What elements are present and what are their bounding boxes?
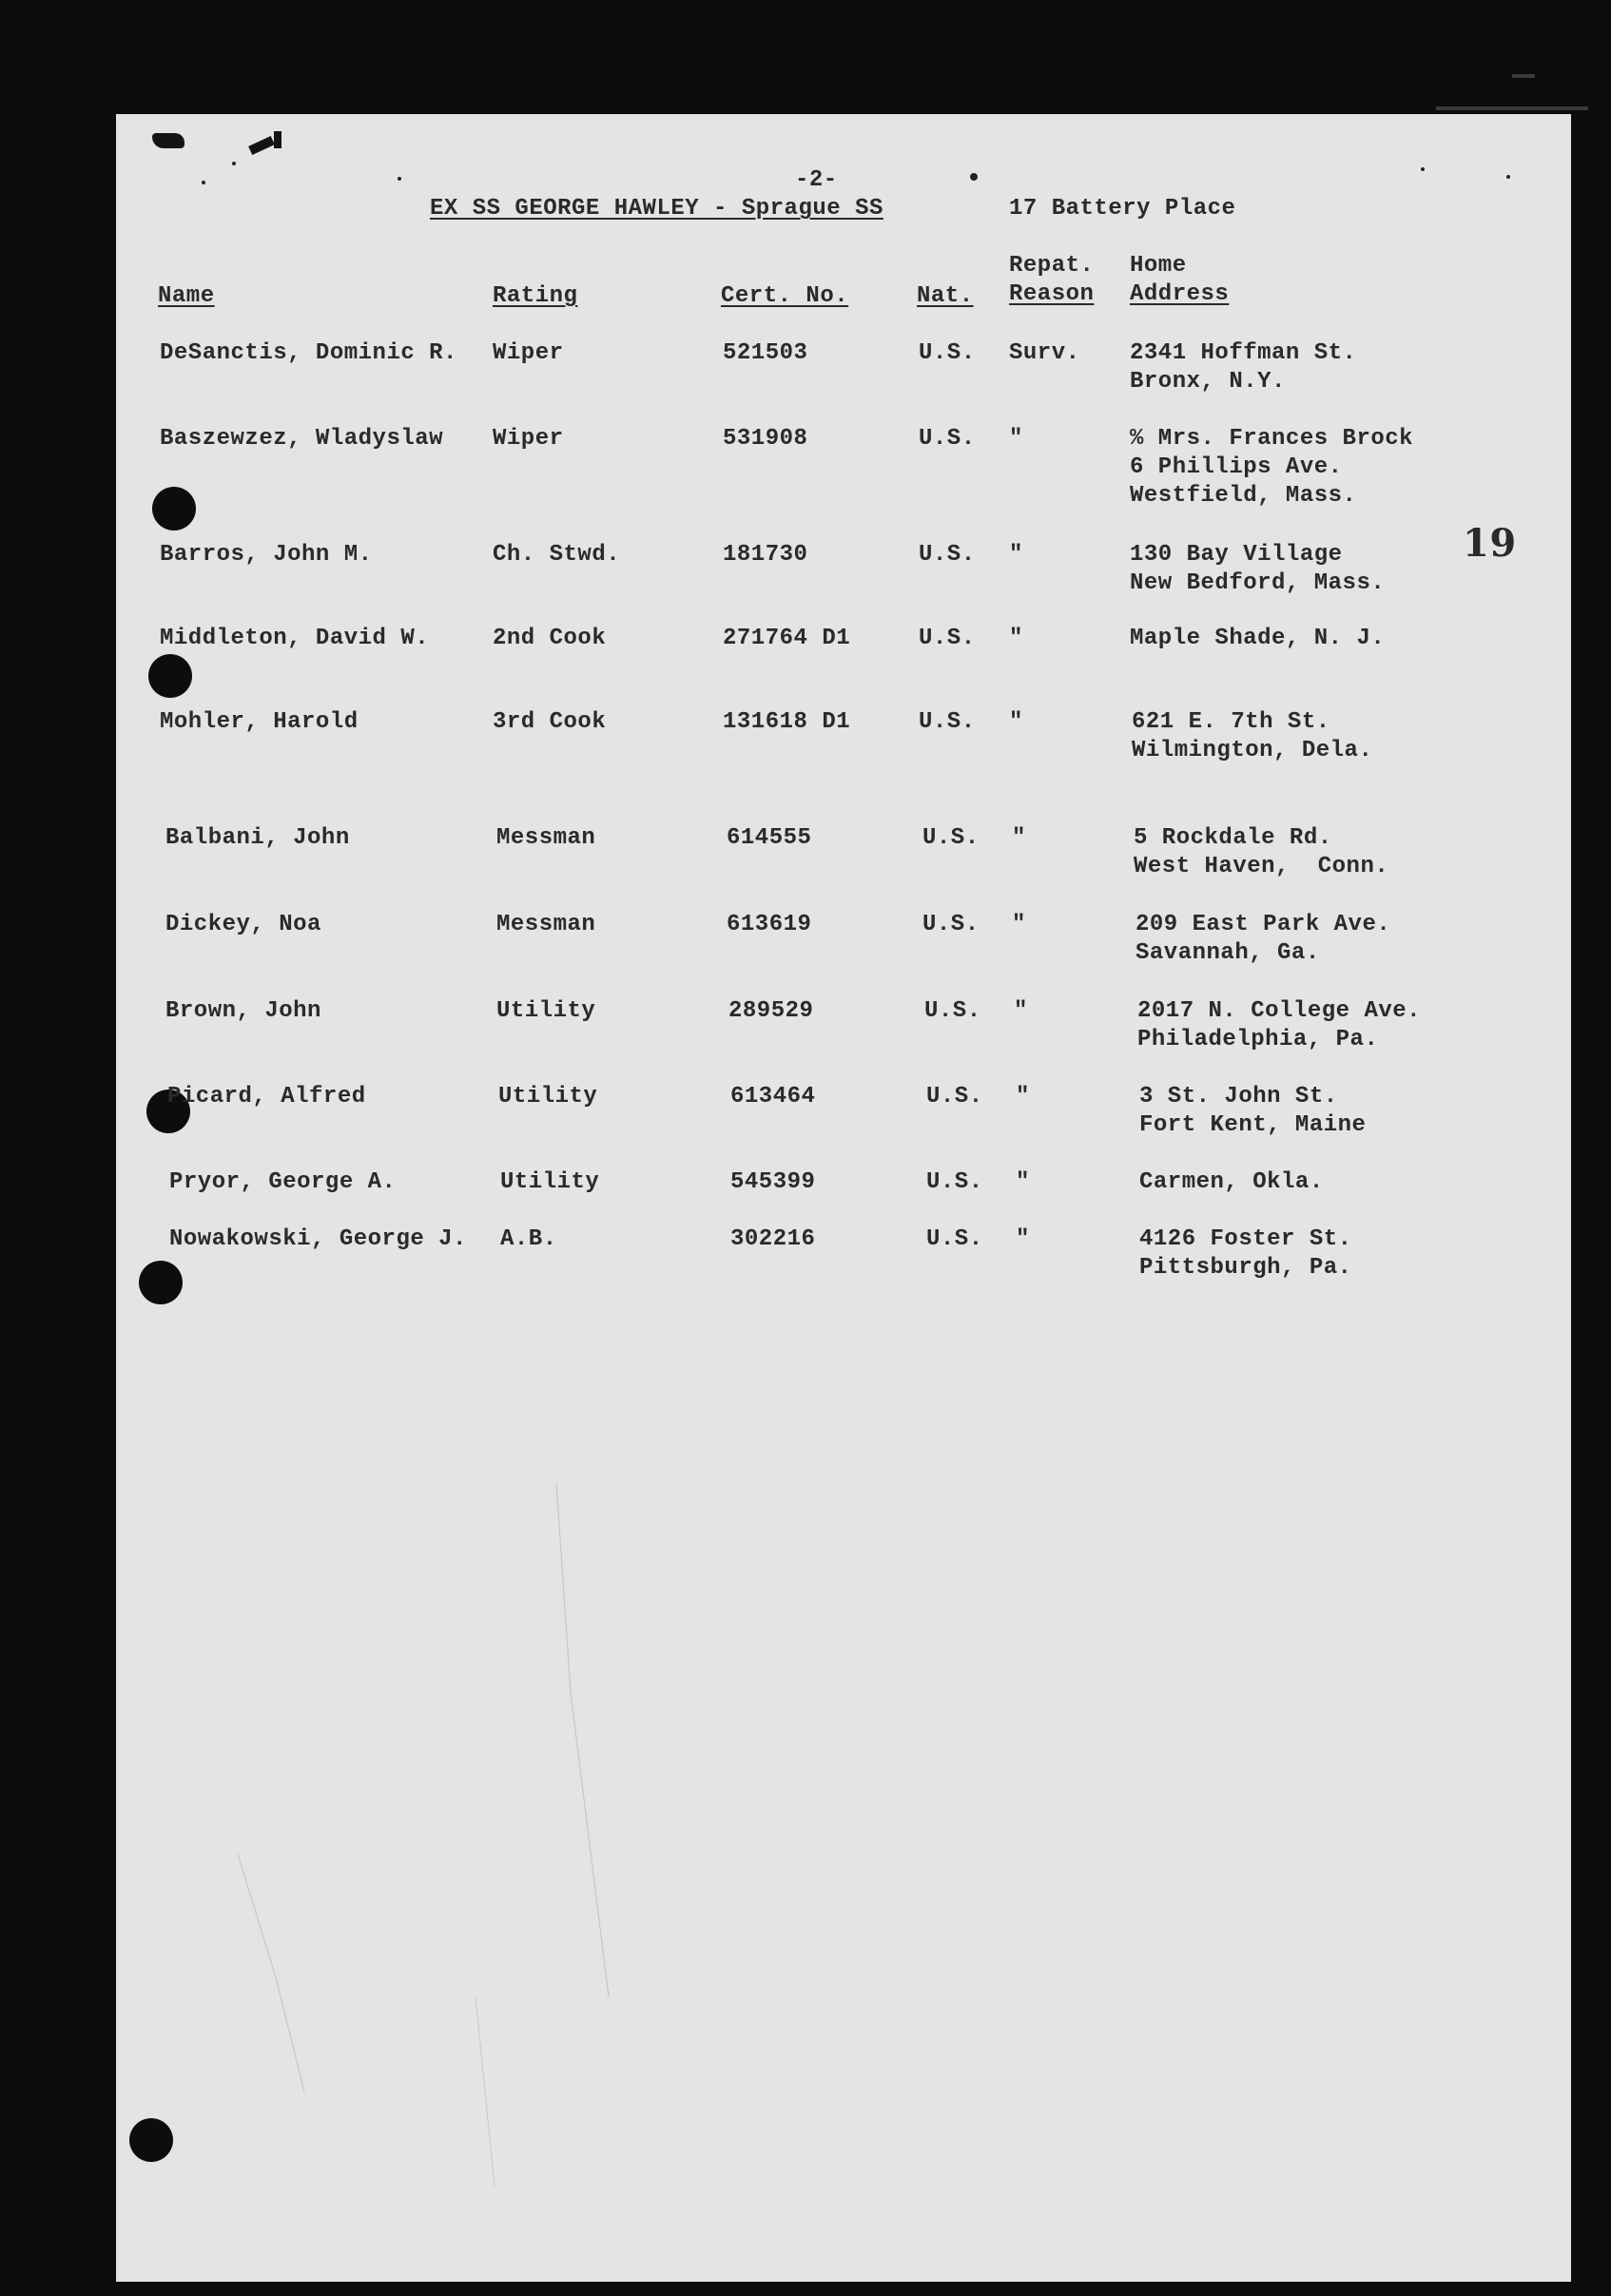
crew-rating: Wiper — [493, 426, 564, 452]
folio-number: 19 — [1463, 521, 1517, 566]
crew-name: Balbani, John — [165, 825, 350, 851]
crew-rating: A.B. — [500, 1226, 557, 1252]
speck — [970, 173, 978, 181]
crew-nat: U.S. — [926, 1084, 983, 1109]
crew-nat: U.S. — [926, 1226, 983, 1252]
crew-reason: " — [1014, 998, 1028, 1024]
crew-name: Nowakowski, George J. — [169, 1226, 467, 1252]
crew-reason: " — [1012, 825, 1026, 851]
crew-name: Dickey, Noa — [165, 912, 321, 937]
crew-rating: Messman — [496, 912, 596, 937]
header-rating: Rating — [493, 283, 578, 309]
crew-rating: 2nd Cook — [493, 626, 607, 651]
crew-address-line: Philadelphia, Pa. — [1137, 1027, 1379, 1052]
crew-name: Picard, Alfred — [167, 1084, 366, 1109]
crew-nat: U.S. — [924, 998, 981, 1024]
crew-address-line: 4126 Foster St. — [1139, 1226, 1352, 1252]
crew-address-line: Carmen, Okla. — [1139, 1169, 1324, 1195]
crew-rating: Utility — [500, 1169, 600, 1195]
crew-address-line: 130 Bay Village — [1130, 542, 1343, 568]
crew-address-line: Wilmington, Dela. — [1132, 738, 1373, 763]
crew-address-line: Pittsburgh, Pa. — [1139, 1255, 1352, 1281]
crew-reason: " — [1016, 1226, 1030, 1252]
header-home-line2: Address — [1130, 281, 1230, 307]
punch-hole — [152, 487, 196, 531]
speck — [1421, 167, 1425, 171]
crew-nat: U.S. — [919, 626, 976, 651]
crew-reason: " — [1016, 1084, 1030, 1109]
header-name: Name — [158, 283, 215, 309]
crew-rating: Utility — [498, 1084, 598, 1109]
crew-name: Barros, John M. — [160, 542, 373, 568]
crew-cert: 614555 — [727, 825, 812, 851]
crew-cert: 181730 — [723, 542, 808, 568]
crew-name: Mohler, Harold — [160, 709, 359, 735]
header-repat-line2: Reason — [1009, 281, 1095, 307]
crew-address-line: Savannah, Ga. — [1135, 940, 1320, 966]
crew-name: Middleton, David W. — [160, 626, 430, 651]
crew-nat: U.S. — [922, 912, 980, 937]
crew-address-line: Westfield, Mass. — [1130, 483, 1357, 509]
crew-nat: U.S. — [922, 825, 980, 851]
crew-address-line: 3 St. John St. — [1139, 1084, 1338, 1109]
crew-rating: Utility — [496, 998, 596, 1024]
crew-reason: " — [1009, 709, 1023, 735]
crew-reason: " — [1016, 1169, 1030, 1195]
crew-address-line: 2341 Hoffman St. — [1130, 340, 1357, 366]
crew-nat: U.S. — [919, 340, 976, 366]
crew-reason: " — [1009, 626, 1023, 651]
crew-cert: 289529 — [728, 998, 814, 1024]
punch-hole — [139, 1261, 183, 1304]
vessel-title: EX SS GEORGE HAWLEY - Sprague SS — [430, 196, 883, 222]
crew-name: Baszewzez, Wladyslaw — [160, 426, 444, 452]
crew-cert: 131618 D1 — [723, 709, 851, 735]
crew-rating: Ch. Stwd. — [493, 542, 621, 568]
crew-cert: 545399 — [730, 1169, 816, 1195]
crew-cert: 302216 — [730, 1226, 816, 1252]
speck — [202, 181, 205, 184]
crew-nat: U.S. — [919, 542, 976, 568]
punch-hole — [129, 2118, 173, 2162]
crew-rating: Wiper — [493, 340, 564, 366]
crew-reason: Surv. — [1009, 340, 1080, 366]
crew-address-line: West Haven, Conn. — [1134, 854, 1389, 879]
crew-nat: U.S. — [919, 426, 976, 452]
crew-address-line: Bronx, N.Y. — [1130, 369, 1286, 395]
crew-nat: U.S. — [919, 709, 976, 735]
speck — [398, 177, 401, 181]
page-number: -2- — [795, 167, 838, 193]
crew-address-line: % Mrs. Frances Brock — [1130, 426, 1414, 452]
crew-address-line: Fort Kent, Maine — [1139, 1112, 1367, 1138]
punch-hole — [148, 654, 192, 698]
crew-address-line: 6 Phillips Ave. — [1130, 454, 1343, 480]
border-mark — [1512, 74, 1535, 78]
crew-rating: 3rd Cook — [493, 709, 607, 735]
crew-cert: 271764 D1 — [723, 626, 851, 651]
crew-address-line: 2017 N. College Ave. — [1137, 998, 1422, 1024]
crew-address-line: Maple Shade, N. J. — [1130, 626, 1386, 651]
crew-cert: 521503 — [723, 340, 808, 366]
header-cert-no: Cert. No. — [721, 283, 849, 309]
header-home-line1: Home — [1130, 253, 1187, 279]
speck — [232, 162, 236, 165]
crew-reason: " — [1009, 426, 1023, 452]
crew-reason: " — [1012, 912, 1026, 937]
crew-cert: 613619 — [727, 912, 812, 937]
crew-name: DeSanctis, Dominic R. — [160, 340, 457, 366]
crew-name: Brown, John — [165, 998, 321, 1024]
crew-name: Pryor, George A. — [169, 1169, 397, 1195]
ink-blot — [274, 131, 281, 148]
crew-reason: " — [1009, 542, 1023, 568]
office-address: 17 Battery Place — [1009, 196, 1236, 222]
crew-address-line: 5 Rockdale Rd. — [1134, 825, 1332, 851]
crew-address-line: New Bedford, Mass. — [1130, 570, 1386, 596]
crew-address-line: 209 East Park Ave. — [1135, 912, 1391, 937]
border-mark — [1436, 106, 1588, 110]
speck — [1506, 175, 1510, 179]
crew-cert: 531908 — [723, 426, 808, 452]
header-nat: Nat. — [917, 283, 974, 309]
crew-cert: 613464 — [730, 1084, 816, 1109]
header-repat-line1: Repat. — [1009, 253, 1095, 279]
crew-address-line: 621 E. 7th St. — [1132, 709, 1330, 735]
crew-rating: Messman — [496, 825, 596, 851]
crew-nat: U.S. — [926, 1169, 983, 1195]
ink-blot — [152, 133, 184, 148]
